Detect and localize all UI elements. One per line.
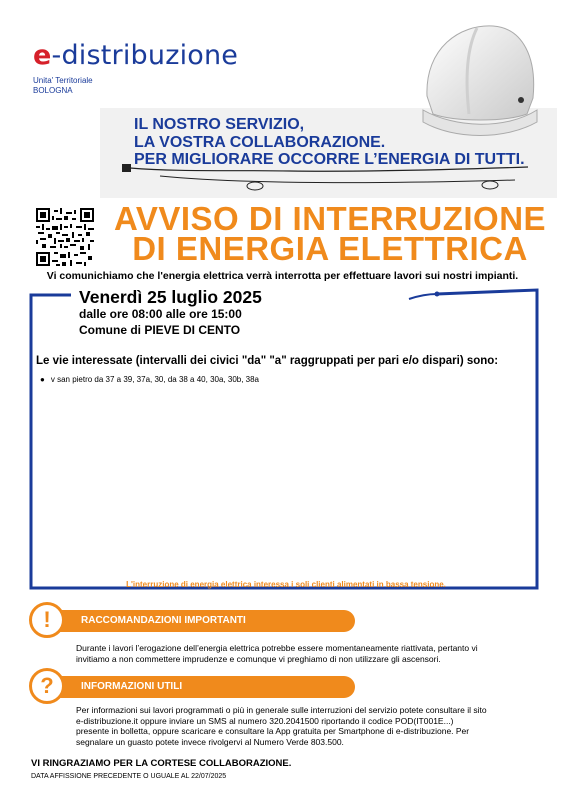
slogan-line-2: LA VOSTRA COLLABORAZIONE.	[134, 133, 386, 151]
info-line-1: Per informazioni sui lavori programmati o più in generale sulle interruzioni del servizio potete consultare il sito	[76, 705, 487, 715]
slogan-line-3: PER MIGLIORARE OCCORRE L’ENERGIA DI TUTTI.	[134, 151, 525, 168]
info-line-4: segnalare un guasto potete invece rivolgervi al Numero Verde 803.500.	[76, 736, 344, 747]
thanks-text: VI RINGRAZIAMO PER LA CORTESE COLLABORAZIONE.	[31, 758, 292, 769]
slogan-line-1: IL NOSTRO SERVIZIO,	[134, 116, 305, 133]
warning-icon: !	[29, 602, 65, 638]
intro-text: Vi comunichiamo che l'energia elettrica verrà interrotta per effettuare lavori sui nostri impianti.	[46, 270, 519, 282]
logo	[33, 40, 238, 71]
outage-date: Venerdì 25 luglio 2025	[79, 287, 262, 307]
low-voltage-note: L'interruzione di energia elettrica interessa i soli clienti alimentati in bassa tensione.	[126, 580, 446, 589]
info-line-3: presente in bolletta, oppure scaricare e consultare la App gratuita per Smartphone di e-distribuzione. Per	[76, 726, 470, 736]
power-cord-icon	[120, 158, 535, 193]
posting-date: DATA AFFISSIONE PRECEDENTE O UGUALE AL 22/07/2025	[31, 773, 227, 780]
recommendations-line-2: invitiamo a non commettere imprudenze e comunque vi preghiamo di non utilizzare gli ascensori.	[76, 653, 441, 664]
recommendations-line-1: Durante i lavori l’erogazione dell’energia elettrica potrebbe essere momentaneamente riattivata, pertanto vi	[76, 643, 478, 653]
unit-city: BOLOGNA	[33, 86, 73, 95]
info-line-2: e-distribuzione.it oppure inviare un SMS al numero 320.2041500 riportando il codice POD(IT001E...)	[76, 715, 454, 726]
unit-label: Unita' Territoriale	[33, 76, 93, 85]
notice-title	[100, 200, 560, 267]
recommendations-text	[76, 643, 478, 664]
info-text	[76, 705, 487, 747]
list-item	[40, 375, 259, 384]
title-line-1: AVVISO DI INTERRUZIONE	[113, 200, 547, 237]
streets-label: Le vie interessate (intervalli dei civici "da" "a" raggruppati per pari e/o dispari) sono:	[36, 355, 499, 367]
recommendations-heading: RACCOMANDAZIONI IMPORTANTI	[57, 610, 355, 632]
title-line-2: DI ENERGIA ELETTRICA	[132, 230, 528, 267]
logo-e: e	[33, 40, 52, 71]
territorial-unit	[33, 76, 93, 96]
municipality: Comune di PIEVE DI CENTO	[79, 323, 241, 337]
bullet-icon: ●	[40, 375, 45, 384]
question-icon: ?	[29, 668, 65, 704]
outage-hours: dalle ore 08:00 alle ore 15:00	[79, 307, 242, 321]
logo-text: -distribuzione	[51, 40, 239, 71]
street-text: v san pietro da 37 a 39, 37a, 30, da 38 a 40, 30a, 30b, 38a	[50, 375, 260, 384]
info-heading: INFORMAZIONI UTILI	[57, 676, 355, 698]
qr-code-icon	[36, 208, 94, 266]
